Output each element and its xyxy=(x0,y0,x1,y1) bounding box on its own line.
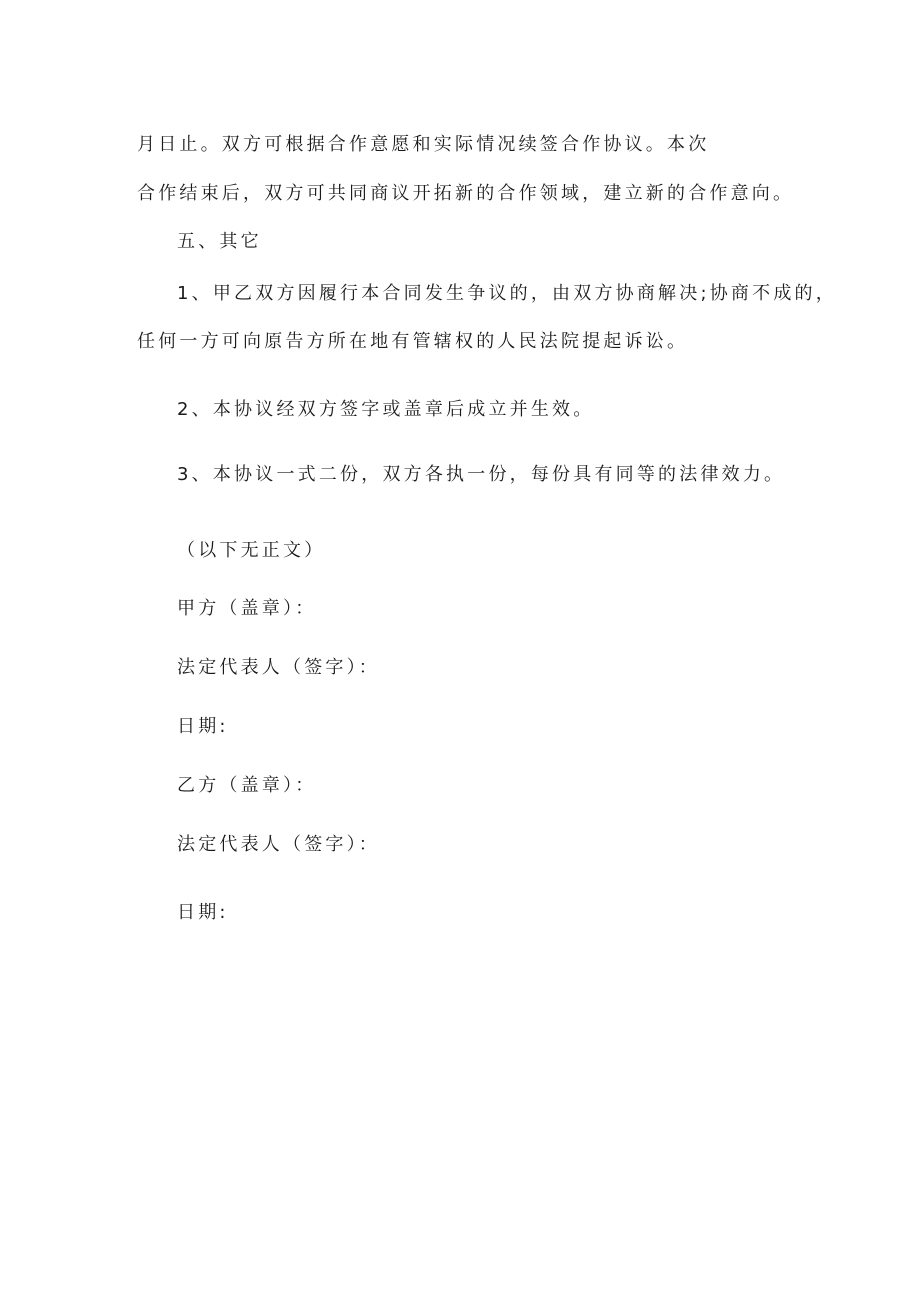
party-b-seal-label: 乙方（盖章）： xyxy=(177,775,317,796)
clause-text-line: 月日止。双方可根据合作意愿和实际情况续签合作协议。本次 xyxy=(137,134,710,155)
clause-item-2: 2、本协议经双方签字或盖章后成立并生效。 xyxy=(177,399,595,420)
party-b-representative-label: 法定代表人（签字）： xyxy=(177,834,380,855)
party-a-date-label: 日期: xyxy=(177,716,229,737)
clause-item-1: 1、甲乙双方因履行本合同发生争议的，由双方协商解决;协商不成的， xyxy=(177,283,837,304)
no-more-text-note: （以下无正文） xyxy=(177,540,326,561)
clause-item-3: 3、本协议一式二份，双方各执一份，每份具有同等的法律效力。 xyxy=(177,464,786,485)
party-a-seal-label: 甲方（盖章）： xyxy=(177,598,317,619)
clause-text-line: 合作结束后，双方可共同商议开拓新的合作领域，建立新的合作意向。 xyxy=(137,183,795,204)
clause-item-1-continued: 任何一方可向原告方所在地有管辖权的人民法院提起诉讼。 xyxy=(137,331,689,352)
party-b-date-label: 日期: xyxy=(177,902,229,923)
party-a-representative-label: 法定代表人（签字）： xyxy=(177,657,380,678)
section-heading: 五、其它 xyxy=(177,231,262,252)
